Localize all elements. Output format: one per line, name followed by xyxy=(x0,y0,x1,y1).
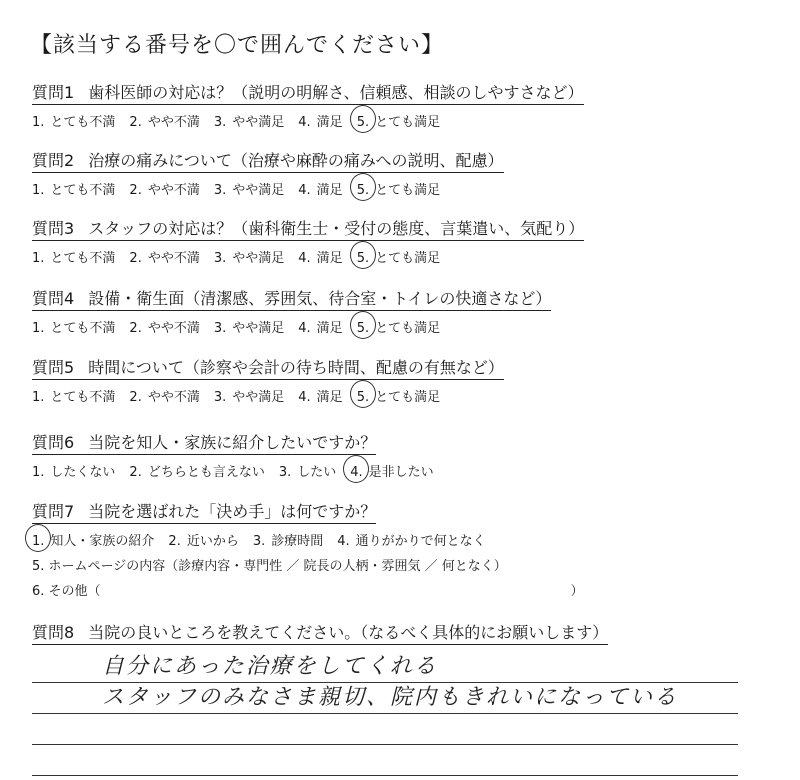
option-4[interactable] xyxy=(298,111,342,130)
option-label: したくない xyxy=(50,465,116,480)
question-3 xyxy=(32,216,772,266)
question-number: 質問6 xyxy=(32,433,75,452)
option-number: 3. xyxy=(213,183,227,198)
option-number: 3. xyxy=(278,465,292,480)
handwritten-answer: スタッフのみなさま親切、院内もきれいになっている xyxy=(102,685,679,710)
option-label: とても不満 xyxy=(50,183,116,198)
option-label: やや満足 xyxy=(232,115,285,130)
option-number: 5. xyxy=(356,115,370,130)
option-6-line xyxy=(32,580,772,599)
option-label: やや満足 xyxy=(232,321,285,336)
option-5[interactable] xyxy=(357,247,440,266)
option-label: 満足 xyxy=(316,251,343,266)
option-label: とても不満 xyxy=(50,251,116,266)
options-row xyxy=(32,530,772,549)
option-label: とても不満 xyxy=(50,115,116,130)
question-title xyxy=(32,216,584,241)
options-row xyxy=(32,461,772,480)
option-number: 5. xyxy=(356,390,370,405)
option-6-label: 6. その他（ xyxy=(32,584,101,599)
option-4[interactable] xyxy=(298,247,342,266)
option-2[interactable] xyxy=(129,111,199,130)
option-label: とても満足 xyxy=(375,115,441,130)
question-title xyxy=(32,148,504,173)
option-4[interactable] xyxy=(298,179,342,198)
option-number: 1. xyxy=(32,534,45,549)
option-number: 4. xyxy=(298,321,311,336)
option-label: 近いから xyxy=(186,534,239,549)
option-label: 満足 xyxy=(316,390,343,405)
option-3[interactable] xyxy=(214,317,284,336)
option-number: 4. xyxy=(298,183,311,198)
option-1[interactable] xyxy=(32,317,115,336)
option-number: 1. xyxy=(32,465,45,480)
question-number: 質問1 xyxy=(32,83,75,102)
question-text: スタッフの対応は？（歯科衛生士・受付の態度、言葉遣い、気配り） xyxy=(88,219,585,238)
option-2[interactable] xyxy=(129,386,199,405)
option-2[interactable] xyxy=(129,317,199,336)
question-text: 歯科医師の対応は？（説明の明解さ、信頼感、相談のしやすさなど） xyxy=(88,83,584,102)
question-number: 質問5 xyxy=(32,358,75,377)
question-7 xyxy=(32,499,772,599)
option-5[interactable] xyxy=(357,111,440,130)
option-label: とても満足 xyxy=(375,183,441,198)
option-number: 4. xyxy=(298,390,311,405)
question-title xyxy=(32,286,551,311)
option-label: したい xyxy=(297,465,337,480)
page-title: 【該当する番号を〇で囲んでください】 xyxy=(30,33,445,58)
option-2[interactable] xyxy=(129,179,199,198)
option-number: 4. xyxy=(298,115,311,130)
option-label: どちらとも言えない xyxy=(147,465,265,480)
options-row xyxy=(32,386,772,405)
option-1[interactable] xyxy=(32,179,115,198)
option-label: やや満足 xyxy=(232,390,285,405)
option-number: 2. xyxy=(129,390,142,405)
option-5-line: 5. ホームページの内容（診療内容・専門性 ／ 院長の人柄・雰囲気 ／ 何となく） xyxy=(32,559,507,574)
question-text: 当院を選ばれた「決め手」は何ですか？ xyxy=(88,502,377,521)
question-title xyxy=(32,499,376,524)
option-label: とても不満 xyxy=(50,390,116,405)
option-4[interactable] xyxy=(298,317,342,336)
option-number: 4. xyxy=(298,251,311,266)
option-number: 1. xyxy=(32,321,45,336)
option-3[interactable] xyxy=(214,247,284,266)
option-3[interactable] xyxy=(214,386,284,405)
option-4[interactable] xyxy=(298,386,342,405)
answer-line[interactable] xyxy=(32,683,738,714)
option-label: とても満足 xyxy=(375,390,441,405)
option-number: 2. xyxy=(168,534,181,549)
question-number: 質問3 xyxy=(32,219,75,238)
option-1[interactable] xyxy=(32,461,115,480)
option-label: やや不満 xyxy=(147,251,200,266)
answer-line[interactable] xyxy=(32,714,738,745)
question-8 xyxy=(32,620,772,645)
question-text: 当院を知人・家族に紹介したいですか？ xyxy=(88,433,377,452)
option-number: 5. xyxy=(356,183,370,198)
question-number: 質問4 xyxy=(32,289,75,308)
question-2 xyxy=(32,148,772,198)
option-label: やや不満 xyxy=(147,183,200,198)
option-1[interactable] xyxy=(32,247,115,266)
option-label: 満足 xyxy=(316,183,343,198)
option-2[interactable] xyxy=(168,530,238,549)
option-label: 満足 xyxy=(316,115,343,130)
option-number: 2. xyxy=(129,465,142,480)
option-number: 4. xyxy=(350,465,363,480)
option-label: 診療時間 xyxy=(271,534,324,549)
question-text: 設備・衛生面（清潔感、雰囲気、待合室・トイレの快適さなど） xyxy=(88,289,552,308)
question-title xyxy=(32,620,608,645)
options-row xyxy=(32,179,772,198)
option-number: 1. xyxy=(32,251,45,266)
options-row xyxy=(32,111,772,130)
option-3[interactable] xyxy=(279,461,336,480)
option-number: 3. xyxy=(213,321,227,336)
question-title xyxy=(32,355,504,380)
answer-line[interactable] xyxy=(32,652,738,683)
option-number: 2. xyxy=(129,183,142,198)
option-label: やや満足 xyxy=(232,183,285,198)
option-label: とても不満 xyxy=(50,321,116,336)
option-number: 1. xyxy=(32,183,45,198)
option-label: 通りがかりで何となく xyxy=(355,534,486,549)
option-label: やや不満 xyxy=(147,390,200,405)
option-3[interactable] xyxy=(214,179,284,198)
question-text: 当院の良いところを教えてください。（なるべく具体的にお願いします） xyxy=(88,623,609,642)
question-title xyxy=(32,80,584,105)
question-text: 治療の痛みについて（治療や麻酔の痛みへの説明、配慮） xyxy=(88,151,504,170)
option-5[interactable] xyxy=(357,317,440,336)
option-number: 3. xyxy=(213,390,227,405)
option-number: 3. xyxy=(252,534,266,549)
options-row xyxy=(32,247,772,266)
question-number: 質問8 xyxy=(32,623,75,642)
option-label: やや不満 xyxy=(147,115,200,130)
option-label: とても満足 xyxy=(375,251,441,266)
option-number: 2. xyxy=(129,115,142,130)
option-label: とても満足 xyxy=(375,321,441,336)
answer-area xyxy=(32,652,738,776)
option-label: やや不満 xyxy=(147,321,200,336)
question-5 xyxy=(32,355,772,405)
option-label: やや満足 xyxy=(232,251,285,266)
option-3[interactable] xyxy=(253,530,323,549)
question-number: 質問7 xyxy=(32,502,75,521)
option-number: 2. xyxy=(129,251,142,266)
option-4[interactable] xyxy=(337,530,485,549)
option-1[interactable] xyxy=(32,111,115,130)
question-1 xyxy=(32,80,772,130)
option-1[interactable] xyxy=(32,386,115,405)
question-4 xyxy=(32,286,772,336)
option-number: 4. xyxy=(337,534,350,549)
option-6-close: ） xyxy=(570,584,584,599)
option-number: 3. xyxy=(213,251,227,266)
option-2[interactable] xyxy=(129,247,199,266)
option-5[interactable] xyxy=(357,386,440,405)
question-title xyxy=(32,430,376,455)
options-row xyxy=(32,317,772,336)
option-3[interactable] xyxy=(214,111,284,130)
option-1[interactable] xyxy=(32,530,154,549)
option-number: 1. xyxy=(32,115,45,130)
question-number: 質問2 xyxy=(32,151,75,170)
option-number: 2. xyxy=(129,321,142,336)
question-6 xyxy=(32,430,772,480)
option-label: 満足 xyxy=(316,321,343,336)
option-number: 3. xyxy=(213,115,227,130)
option-label: 是非したい xyxy=(368,465,434,480)
option-number: 1. xyxy=(32,390,45,405)
question-text: 時間について（診察や会計の待ち時間、配慮の有無など） xyxy=(88,358,504,377)
option-2[interactable] xyxy=(129,461,264,480)
option-5[interactable] xyxy=(357,179,440,198)
handwritten-answer: 自分にあった治療をしてくれる xyxy=(102,654,438,679)
answer-line[interactable] xyxy=(32,745,738,776)
option-number: 5. xyxy=(356,251,370,266)
option-number: 5. xyxy=(356,321,370,336)
option-label: 知人・家族の紹介 xyxy=(50,534,155,549)
option-4[interactable] xyxy=(350,461,433,480)
